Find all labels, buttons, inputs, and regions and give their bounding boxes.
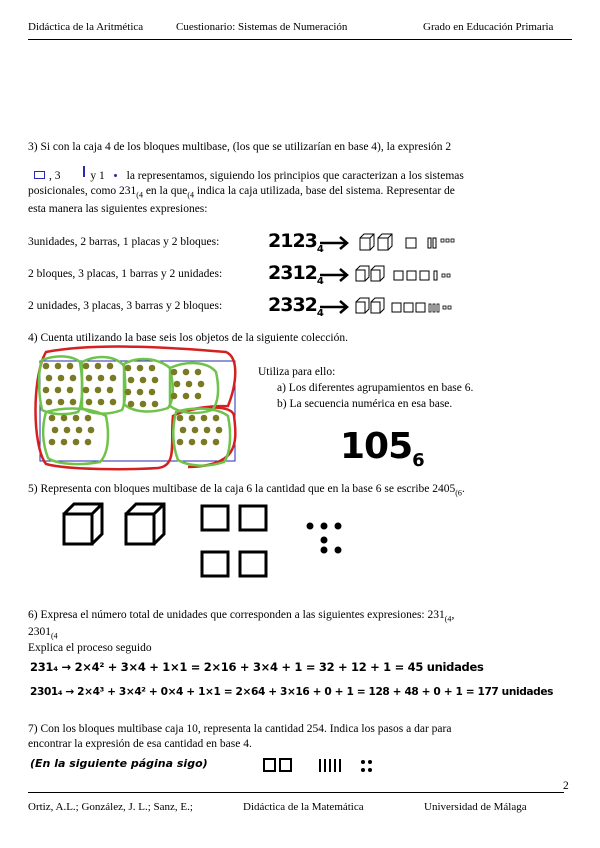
page-number: 2 xyxy=(563,780,569,792)
unit-icon xyxy=(441,239,454,242)
q3-item-2-text: 2 bloques, 3 placas, 1 barras y 2 unidades: xyxy=(28,268,223,280)
collection-dot xyxy=(213,415,220,422)
q3-intro xyxy=(28,140,572,217)
plate-icon xyxy=(407,271,416,280)
arrow-icon xyxy=(320,269,347,281)
collection-dot xyxy=(192,427,199,434)
collection-dot xyxy=(189,415,196,422)
plate-icon xyxy=(280,759,291,771)
q3-item-2-blocks xyxy=(320,264,470,286)
collection-dot xyxy=(95,387,102,394)
q3-item-3-text: 2 unidades, 3 placas, 3 barras y 2 bloques: xyxy=(28,300,223,312)
collection-dot xyxy=(195,393,202,400)
q4-option-b: b) La secuencia numérica en esa base. xyxy=(277,398,453,410)
collection-dot xyxy=(137,389,144,396)
collection-dot xyxy=(174,381,181,388)
q6-explain: Explica el proceso seguido xyxy=(28,642,152,654)
collection-dot xyxy=(128,377,135,384)
plate-icon xyxy=(394,271,403,280)
collection-dot xyxy=(70,375,77,382)
q4-answer: $105_6$ xyxy=(340,426,424,472)
plate-icon xyxy=(416,303,425,312)
collection-dot xyxy=(98,399,105,406)
bar-icon xyxy=(434,271,437,280)
collection-dot xyxy=(149,389,156,396)
block-icon xyxy=(64,504,102,544)
q5-title: 5) Representa con bloques multibase de la caja 6 la cantidad que en la base 6 se escribe $2405_{(6}$. xyxy=(28,483,465,498)
block-icon xyxy=(371,266,384,281)
footer-rule xyxy=(28,792,564,793)
plate-icon xyxy=(240,506,266,530)
collection-dot xyxy=(55,363,62,370)
collection-dot xyxy=(195,369,202,376)
q7-title: 7) Con los bloques multibase caja 10, representa la cantidad 254. Indica los pasos a dar para encontrar la expresión de esa cantidad en base 4. xyxy=(28,723,452,750)
unit-icon xyxy=(361,760,372,772)
header-center: Cuestionario: Sistemas de Numeración xyxy=(176,21,348,33)
collection-dot xyxy=(61,439,68,446)
q6-line-2: 2301₄ → 2×4³ + 3×4² + 0×4 + 1×1 = 2×64 + 3×16 + 0 + 1 = 128 + 48 + 0 + 1 = 177 unidades xyxy=(30,686,554,698)
unit-icon xyxy=(114,174,117,177)
collection-dot xyxy=(70,399,77,406)
collection-dot xyxy=(76,427,83,434)
collection-dot xyxy=(49,439,56,446)
collection-dot xyxy=(43,387,50,394)
plate-icon xyxy=(202,552,228,576)
collection-dots xyxy=(43,363,223,446)
plate-icon xyxy=(240,552,266,576)
collection-dot xyxy=(61,415,68,422)
q3-item-1-blocks xyxy=(320,232,480,254)
collection-dot xyxy=(140,377,147,384)
q7-blocks-figure xyxy=(262,756,382,778)
q4-option-a: a) Los diferentes agrupamientos en base 6. xyxy=(277,382,474,394)
collection-dot xyxy=(216,427,223,434)
plate-icon xyxy=(420,271,429,280)
collection-dot xyxy=(58,399,65,406)
q3-item-2-answer: $2312_4$ xyxy=(268,262,323,287)
green-group-outlines xyxy=(39,356,230,465)
plate-icon xyxy=(404,303,413,312)
arrow-icon xyxy=(320,301,347,313)
collection-dot xyxy=(86,375,93,382)
plate-icon xyxy=(406,238,416,248)
collection-dot xyxy=(107,387,114,394)
collection-dot xyxy=(43,363,50,370)
q3-item-1-answer: $2123_4$ xyxy=(268,230,323,255)
collection-dot xyxy=(46,399,53,406)
collection-dot xyxy=(177,439,184,446)
collection-dot xyxy=(186,381,193,388)
unit-icon xyxy=(442,274,450,277)
q3-item-3-answer: $2332_4$ xyxy=(268,294,323,319)
q7-handwritten-note: (En la siguiente página sigo) xyxy=(30,757,208,770)
collection-dot xyxy=(83,363,90,370)
collection-dot xyxy=(49,415,56,422)
collection-dot xyxy=(204,427,211,434)
bar-icon xyxy=(83,166,85,177)
plate-icon xyxy=(392,303,401,312)
footer-course: Didáctica de la Matemática xyxy=(243,801,364,813)
collection-dot xyxy=(140,401,147,408)
collection-dot xyxy=(67,363,74,370)
collection-dot xyxy=(137,365,144,372)
q3-intro-line-d: esta manera las siguientes expresiones: xyxy=(28,203,208,216)
collection-dot xyxy=(73,439,80,446)
collection-dot xyxy=(128,401,135,408)
collection-dot xyxy=(64,427,71,434)
plate-icon xyxy=(202,506,228,530)
q5-blocks-figure xyxy=(60,500,360,590)
collection-dot xyxy=(85,439,92,446)
collection-dot xyxy=(189,439,196,446)
collection-dot xyxy=(98,375,105,382)
collection-dot xyxy=(198,381,205,388)
q3-item-1-text: 3unidades, 2 barras, 1 placas y 2 bloques: xyxy=(28,236,220,248)
q4-collection-figure xyxy=(28,346,248,472)
q4-title: 4) Cuenta utilizando la base seis los objetos de la siguiente colección. xyxy=(28,332,348,344)
collection-dot xyxy=(177,415,184,422)
q3-intro-line-a: 3) Si con la caja 4 de los bloques multibase, (los que se utilizarían en base 4), la expresión 2 xyxy=(28,141,452,153)
q6-title: 6) Expresa el número total de unidades que corresponden a las siguientes expresiones: $231_{(4}$, $2301_{(4}$ xyxy=(28,609,455,641)
unit-icon xyxy=(443,306,451,309)
collection-dot xyxy=(201,415,208,422)
header-rule xyxy=(28,39,572,40)
collection-dot xyxy=(73,415,80,422)
collection-dot xyxy=(67,387,74,394)
bar-icon xyxy=(428,238,431,248)
block-icon xyxy=(356,266,369,281)
bar-icon xyxy=(429,304,439,312)
q3-intro-line-b: , 3 y 1 la representamos, siguiendo los principios que caracterizan a los sistemas xyxy=(28,166,572,184)
arrow-icon xyxy=(320,237,347,249)
collection-dot xyxy=(83,387,90,394)
bar-icon xyxy=(433,238,436,248)
plate-icon xyxy=(34,171,45,179)
q6-line-1: 231₄ → 2×4² + 3×4 + 1×1 = 2×16 + 3×4 + 1 = 32 + 12 + 1 = 45 unidades xyxy=(30,660,484,674)
block-icon xyxy=(126,504,164,544)
footer-university: Universidad de Málaga xyxy=(424,801,527,813)
header-left: Didáctica de la Aritmética xyxy=(28,21,144,33)
collection-dot xyxy=(125,389,132,396)
collection-dot xyxy=(55,387,62,394)
collection-dot xyxy=(171,393,178,400)
collection-dot xyxy=(107,363,114,370)
block-icon xyxy=(356,298,369,313)
bar-icon xyxy=(320,759,340,772)
collection-dot xyxy=(110,399,117,406)
block-icon xyxy=(378,234,392,250)
q3-intro-line-c: posicionales, como $231_{(4}$ en la que$_{(4}$ indica la caja utilizada, base del sistema. Representar de xyxy=(28,185,455,200)
collection-dot xyxy=(58,375,65,382)
block-icon xyxy=(360,234,374,250)
collection-dot xyxy=(95,363,102,370)
header-right: Grado en Educación Primaria xyxy=(423,21,554,33)
collection-dot xyxy=(85,415,92,422)
collection-dot xyxy=(86,399,93,406)
collection-dot xyxy=(125,365,132,372)
collection-dot xyxy=(171,369,178,376)
collection-dot xyxy=(152,377,159,384)
collection-dot xyxy=(180,427,187,434)
collection-dot xyxy=(52,427,59,434)
block-icon xyxy=(371,298,384,313)
collection-dot xyxy=(149,365,156,372)
q3-item-3-blocks xyxy=(320,296,470,318)
collection-dot xyxy=(88,427,95,434)
collection-dot xyxy=(46,375,53,382)
collection-dot xyxy=(183,393,190,400)
collection-dot xyxy=(201,439,208,446)
plate-icon xyxy=(264,759,275,771)
footer-authors: Ortiz, A.L.; González, J. L.; Sanz, E.; xyxy=(28,801,193,813)
collection-dot xyxy=(183,369,190,376)
q4-use-label: Utiliza para ello: xyxy=(258,366,336,378)
collection-dot xyxy=(213,439,220,446)
collection-dot xyxy=(110,375,117,382)
collection-dot xyxy=(152,401,159,408)
unit-icon xyxy=(307,523,342,554)
